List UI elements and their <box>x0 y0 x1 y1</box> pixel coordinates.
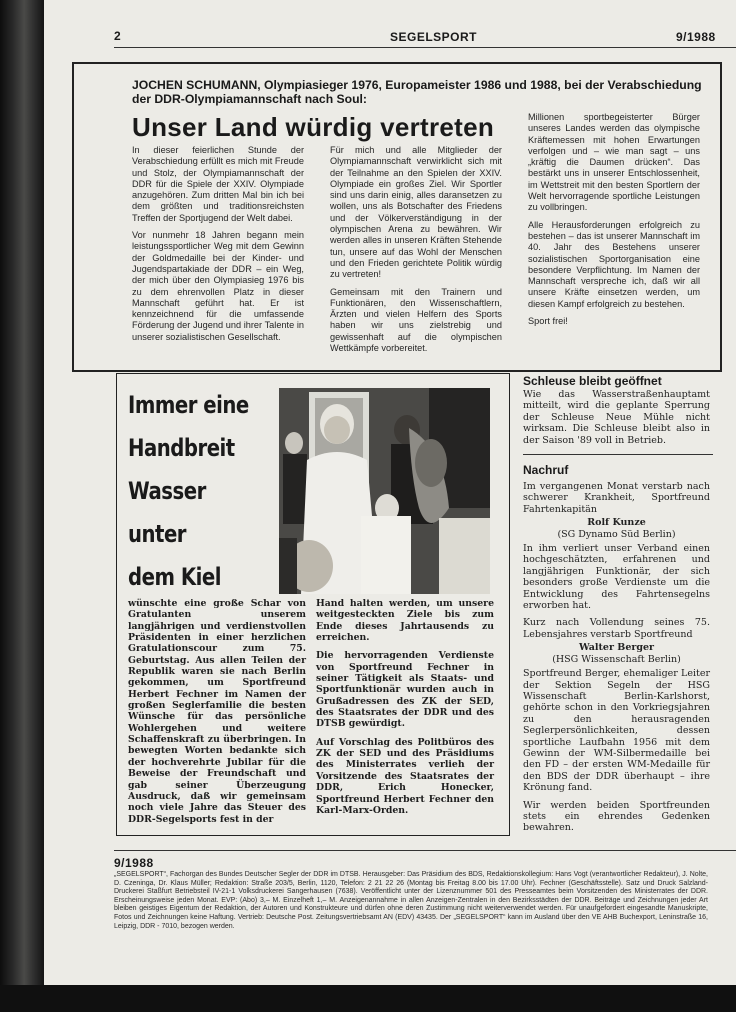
headline-line: Wasser <box>128 477 206 505</box>
header-rule <box>114 47 736 48</box>
paragraph: Millionen sportbegeisterter Bürger unseres Landes werden das olympische Kräftemessen mit hohen Erwartungen verfolgen und – wie man sagt – uns „kräftig die Daumen drücken“. Das bestärkt uns in unserer Entschlossenheit, im Wettstreit mit den besten Sportlern der Welt hervorragende sportliche Leistungen zu vollbringen. <box>528 112 700 213</box>
paragraph: Auf Vorschlag des Politbüros des ZK der SED und des Präsidiums des Ministerrates verlieh der Vorsitzende des Staatsrates der DDR, Erich Honecker, Sportfreund Herbert Fechner den Karl-Marx-Orden. <box>316 736 494 816</box>
deceased-club: (HSG Wissenschaft Berlin) <box>552 653 681 665</box>
paragraph: Sportfreund Berger, ehemaliger Leiter der Sektion Segeln der HSG Wissenschaft Berlin-Karlshorst, gehörte schon in den Vorkriegsjahren zu den herausragenden Seglerpersönlichkeiten, dessen sportliche Laufbahn 1956 mit dem Gewinn der WM-Silbermedaille bei den FD – der ersten WM-Medaille für den BDS der DDR überhaupt – ihre Krönung fand. <box>523 668 710 794</box>
paragraph: Im vergangenen Monat verstarb nach schwerer Krankheit, Sportfreund Fahrtenkapitän <box>523 481 710 515</box>
photo-image <box>279 388 490 594</box>
deceased-club: (SG Dynamo Süd Berlin) <box>557 528 676 540</box>
schleuse-text <box>523 389 710 452</box>
paragraph: Wie das Wasserstraßenhauptamt mitteilt, wird die geplante Sperrung der Schleuse Neue Mühle nicht wirksam. Die Schleuse bleibt also in der Saison '89 voll in Betrieb. <box>523 389 710 446</box>
paragraph: Vor nunmehr 18 Jahren begann mein leistungssportlicher Weg mit dem Gewinn der Goldmedaille bei der Kinder- und Jugendspartakiade der DDR – ein Weg, der mich über den Olympiasieg 1976 bis zu dem ehrenvollen Platz in dieser Mannschaft geführt hat. Er ist kennzeichnend für die umfassende Förderung der Jugend und ihrer Talente in unserer sozialistischen Gesellschaft. <box>132 230 304 342</box>
paragraph: In ihm verliert unser Verband einen hochgeschätzten, erfahrenen und langjährigen Funktionär, der sich besonders große Verdienste um die Entwicklung des Fahrtensegelns erworben hat. <box>523 543 710 612</box>
headline-line: Handbreit <box>128 434 235 462</box>
scan-border <box>0 985 736 1012</box>
story-column-right <box>316 598 494 823</box>
paragraph: Kurz nach Vollendung seines 75. Lebensjahres verstarb Sportfreund <box>523 617 710 640</box>
schleuse-title: Schleuse bleibt geöffnet <box>523 374 662 388</box>
deceased-name: Rolf Kunze <box>587 517 646 529</box>
article-column-1 <box>132 145 304 349</box>
paragraph: Für mich und alle Mitglieder der Olympiamannschaft verwirklicht sich mit der Teilnahme an den Spielen der XXIV. Olympiade ein großes Ziel. Wir Sportler sind uns darin einig, alles daransetzen zu wollen, uns als Botschafter des Friedens und der Völkerverständigung in der olympischen Arena zu bewähren. Wir werden alles in unseren Kräften Stehende tun, unsere auf das Wohl der Menschen und den Frieden gerichtete Politik würdig zu vertreten! <box>330 145 502 280</box>
story-headline <box>128 384 278 599</box>
paragraph: Wir werden beiden Sportfreunden stets ein ehrendes Gedenken bewahren. <box>523 799 710 834</box>
book-spine-shadow <box>0 0 44 1012</box>
paragraph: Hand halten werden, um unsere weitgesteckten Ziele bis zum Ende dieses Jahrtausends zu erreichen. <box>316 598 494 644</box>
headline-line: dem Kiel <box>128 563 221 591</box>
headline-line: Immer eine <box>128 391 249 419</box>
article-column-3 <box>528 112 700 333</box>
imprint: „SEGELSPORT“, Fachorgan des Bundes Deutscher Segler der DDR im DTSB. Herausgeber: Das Präsidium des BDS, Redaktionskollegium: Hans Vogt (verantwortlicher Redakteur), J. Nolte, D. Czeninga, Dr. Klaus Müller; Redaktion: Straße 203/5, Berlin, 1120, Telefon: 2 21 22 26 (Montag bis Freitag 8.00 bis 17.00 Uhr). Fechner (Geschäftsstelle). Satz und Druck Salzland-Druckerei Staßfurt Betriebsteil IV-21-1 Volksdruckerei Sangerhausen (7638). Veröffentlicht unter der Lizenznummer 501 des Presseamtes beim Vorsitzenden des Ministerrates der DDR. Erscheinungsweise jeden Monat. EVP: (Abo) 3,– M. Einzelheft 1,– M. Anzeigenannahme in allen Anzeigen-Zentralen in den Bezirksstädten der DDR. Beiträge und Zeichnungen jeder Art bleiben geistiges Eigentum der Redaktion, der Autoren und Konstrukteure und dürfen ohne deren Zustimmung nicht weiterverwendet werden. Für unaufgefordert eingesandte Manuskripte, Fotos und Zeichnungen keine Haftung. Vertrieb: Deutsche Post. Zeitungsvertriebsamt AN (EDV) 43435. Der „SEGELSPORT“ kann im Ausland über den VE AHB Buchexport, Leninstraße 16, Leipzig, DDR - 7010, bezogen werden. <box>114 871 708 930</box>
footer-rule <box>114 850 736 851</box>
headline-line: unter <box>128 520 187 548</box>
birthday-photo <box>279 388 490 594</box>
paragraph: In dieser feierlichen Stunde der Verabschiedung erfüllt es mich mit Freude und Stolz, der Olympiamannschaft der DDR für die Spiele der XXIV. Olympiade anzugehören. Zum dritten Mal bin ich bei dem größten und traditionsreichsten Treffen der Sportjugend der Welt dabei. <box>132 145 304 223</box>
article-column-2 <box>330 145 502 360</box>
paragraph: Die hervorragenden Verdienste von Sportfreund Fechner in seiner Tätigkeit als Staats- und Sportfunktionär wurden auch in Grußadressen des ZK der SED, des Staatsrates der DDR und des DTSB gewürdigt. <box>316 650 494 730</box>
paragraph: Sport frei! <box>528 316 568 327</box>
story-column-left <box>128 598 306 832</box>
nachruf-title: Nachruf <box>523 463 569 477</box>
paragraph: Gemeinsam mit den Trainern und Funktionären, den Wissenschaftlern, Ärzten und vielen Helfern des Sports haben wir uns zielstrebig und gewissenhaft auf die olympischen Wettkämpfe vorbereitet. <box>330 286 502 354</box>
paragraph: wünschte eine große Schar von Gratulanten unserem langjährigen und verdienstvollen Präsidenten in einer herzlichen Gratulationscour zum 75. Geburtstag. Aus allen Teilen der Republik waren sie nach Berlin gekommen, um Sportfreund Herbert Fechner im Namen der großen Seglerfamilie die besten Wünsche für das persönliche Wohlergehen und weitere Schaffenskraft zu überbringen. In bewegten Worten bedankte sich der hochverehrte Jubilar für die Beweise der Freundschaft und gab seiner Überzeugung Ausdruck, daß wir gemeinsam noch viele Jahre das Steuer des DDR-Segelsports fest in der <box>128 598 306 825</box>
footer-issue: 9/1988 <box>114 856 154 870</box>
magazine-name: SEGELSPORT <box>390 30 478 44</box>
article-title: Unser Land würdig vertreten <box>132 112 495 142</box>
page-number: 2 <box>114 29 122 43</box>
deceased-name: Walter Berger <box>578 642 655 654</box>
article-intro: JOCHEN SCHUMANN, Olympiasieger 1976, Europameister 1986 und 1988, bei der Verabschiedung der DDR-Olympiamannschaft nach Soul: <box>132 78 702 106</box>
section-rule <box>523 454 713 455</box>
paragraph: Alle Herausforderungen erfolgreich zu bestehen – das ist unserer Mannschaft im 40. Jahr des Bestehens unserer sozialistischen Sportorganisation eine besondere Verpflichtung. Im Namen der Mannschaft verspreche ich, daß wir all unsere Kräfte einsetzen werden, um diesen Kampf erfolgreich zu bestehen. <box>528 219 700 309</box>
issue-number: 9/1988 <box>676 30 716 44</box>
nachruf-text <box>523 481 710 840</box>
